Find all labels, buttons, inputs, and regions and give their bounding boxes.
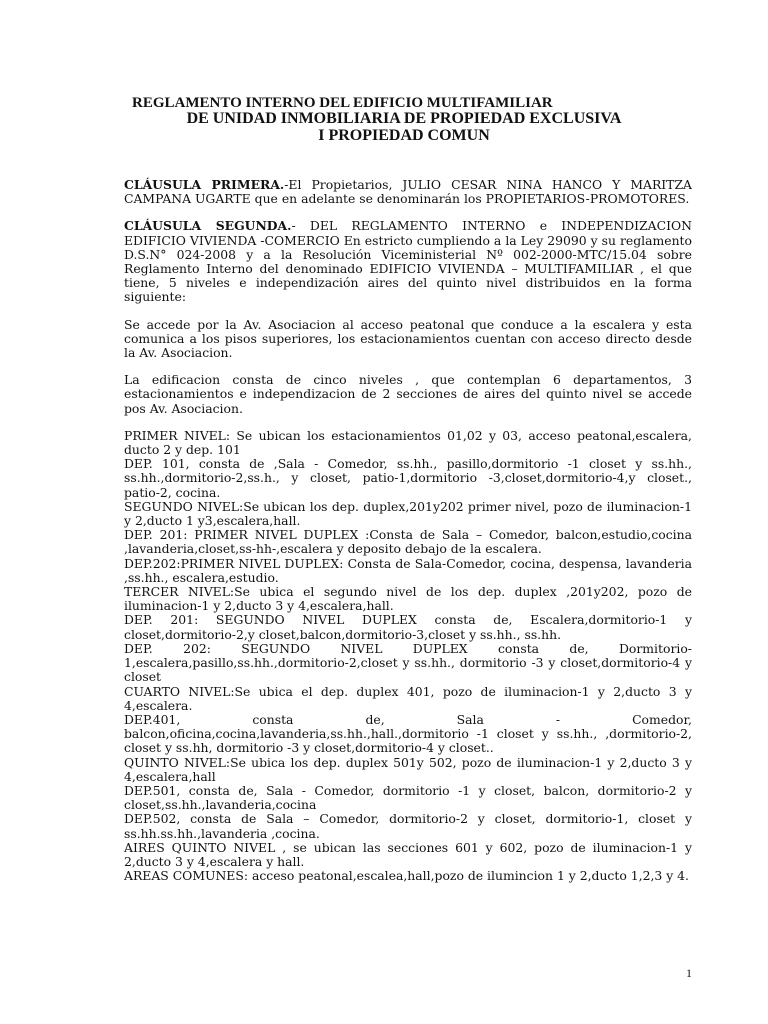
- paragraph-building: La edificacion consta de cinco niveles , que contemplan 6 departamentos, 3 estacionamientos e independizacion de 2 secciones de aires del quinto nivel se accede pos Av. Asociacion.: [124, 372, 692, 416]
- page-number: 1: [686, 966, 692, 980]
- document-body: [124, 178, 692, 883]
- list-item: DEP.401, consta de, Sala - Comedor, balcon,oficina,cocina,lavanderia,ss.hh.,hall.,dormitorio -1 closet y ss.hh., ,dormitorio-2, closet y ss.hh, dormitorio -3 y closet,dormitorio-4 y closet..: [124, 711, 692, 756]
- clause-label: CLÁUSULA SEGUNDA.: [124, 218, 292, 234]
- paragraph-access: Se accede por la Av. Asociacion al acceso peatonal que conduce a la escalera y esta comunica a los pisos superiores, los estacionamientos cuentan con acceso directo desde la Av. Asociacion.: [124, 316, 692, 361]
- list-item: CUARTO NIVEL:Se ubica el dep. duplex 401, pozo de iluminacion-1 y 2,ducto 3 y 4,escalera.: [124, 683, 692, 713]
- level-description-list: [124, 429, 692, 884]
- list-item: DEP. 202: SEGUNDO NIVEL DUPLEX consta de, Dormitorio-1,escalera,pasillo,ss.hh.,dormitorio-2,closet y ss.hh., dormitorio -3 y closet,dormitorio-4 y closet: [124, 640, 692, 685]
- clause-text: -El Propietarios, JULIO CESAR NINA HANCO Y MARITZA CAMPANA UGARTE que en adelante se denominarán los PROPIETARIOS-PROMOTORES.: [124, 177, 692, 207]
- list-item: DEP. 101, consta de ,Sala - Comedor, ss.hh., pasillo,dormitorio -1 closet y ss.hh., ss.hh.,dormitorio-2,ss.h., y closet, patio-1,dormitorio -3,closet,dormitorio-4,y closet., patio-2, cocina.: [124, 456, 692, 500]
- clause-label: CLÁUSULA PRIMERA.: [124, 177, 285, 192]
- list-item: DEP. 201: SEGUNDO NIVEL DUPLEX consta de, Escalera,dormitorio-1 y closet,dormitorio-2,y closet,balcon,dormitorio-3,closet y ss.hh., ss.hh.: [124, 612, 692, 642]
- document-title-line-1: REGLAMENTO INTERNO DEL EDIFICIO MULTIFAMILIAR: [132, 95, 553, 111]
- clause-primera: [124, 178, 692, 206]
- list-item: DEP. 201: PRIMER NIVEL DUPLEX :Consta de Sala – Comedor, balcon,estudio,cocina ,lavanderia,closet,ss-hh-,escalera y deposito debajo de la escalera.: [124, 527, 692, 557]
- clause-text: - DEL REGLAMENTO INTERNO e INDEPENDIZACION EDIFICIO VIVIENDA -COMERCIO En estricto cumpliendo a la Ley 29090 y su reglamento D.S.N° 024-2008 y a la Resolución Viceministerial Nº 002-2000-MTC/15.04 sobre Reglamento Interno del denominado EDIFICIO VIVIENDA – MULTIFAMILIAR , el que tiene, 5 niveles e independización aires del quinto nivel distribuidos en la forma siguiente:: [124, 218, 692, 305]
- list-item: DEP.502, consta de Sala – Comedor, dormitorio-2 y closet, dormitorio-1, closet y ss.hh.ss.hh.,lavanderia ,cocina.: [124, 811, 692, 841]
- list-item: PRIMER NIVEL: Se ubican los estacionamientos 01,02 y 03, acceso peatonal,escalera, ducto 2 y dep. 101: [124, 427, 692, 458]
- list-item: AREAS COMUNES: acceso peatonal,escalea,hall,pozo de ilumincion 1 y 2,ducto 1,2,3 y 4.: [124, 868, 689, 884]
- list-item: TERCER NIVEL:Se ubica el segundo nivel de los dep. duplex ,201y202, pozo de iluminacion-1 y 2,ducto 3 y 4,escalera,hall.: [124, 584, 692, 614]
- list-item: AIRES QUINTO NIVEL , se ubican las secciones 601 y 602, pozo de iluminacion-1 y 2,ducto 3 y 4,escalera y hall.: [124, 839, 692, 869]
- document-title-line-3: I PROPIEDAD COMUN: [318, 127, 490, 144]
- list-item: SEGUNDO NIVEL:Se ubican los dep. duplex,201y202 primer nivel, pozo de iluminacion-1 y 2,ducto 1 y3,escalera,hall.: [124, 498, 692, 529]
- list-item: DEP.501, consta de, Sala - Comedor, dormitorio -1 y closet, balcon, dormitorio-2 y closet,ss.hh.,lavanderia,cocina: [124, 782, 692, 813]
- list-item: QUINTO NIVEL:Se ubica los dep. duplex 501y 502, pozo de iluminacion-1 y 2,ducto 3 y 4,escalera,hall: [124, 754, 692, 784]
- list-item: DEP.202:PRIMER NIVEL DUPLEX: Consta de Sala-Comedor, cocina, despensa, lavanderia ,ss.hh., escalera,estudio.: [124, 555, 692, 585]
- document-title-line-2: DE UNIDAD INMOBILIARIA DE PROPIEDAD EXCLUSIVA: [186, 110, 622, 127]
- clause-segunda: [124, 219, 692, 304]
